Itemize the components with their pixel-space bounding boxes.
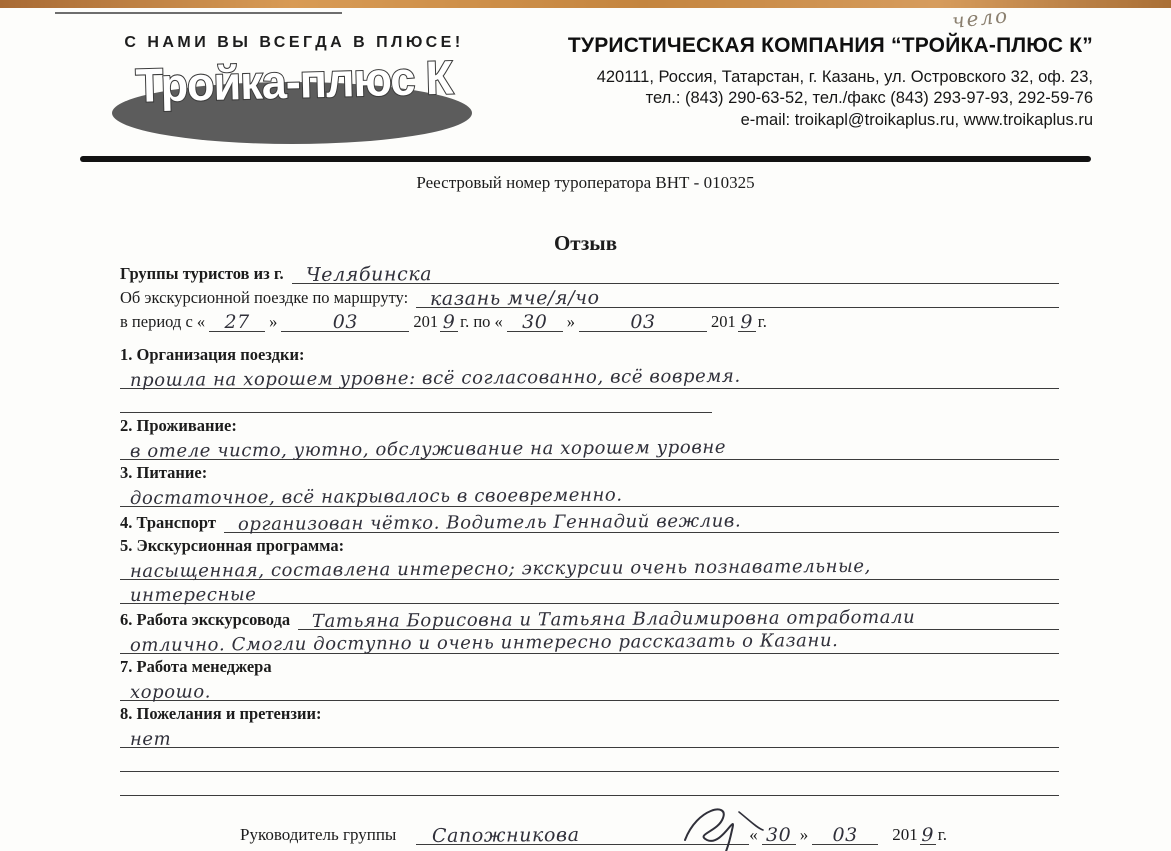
date-day-value: 30 xyxy=(765,824,792,846)
period-month1-slot xyxy=(281,309,409,332)
form-section xyxy=(120,703,1059,796)
signature-date xyxy=(749,822,947,845)
ruled-line xyxy=(120,436,1059,460)
period-mid-label: г. по « xyxy=(460,312,503,331)
section-label: 8. Пожелания и претензии: xyxy=(120,704,322,723)
signature-flourish xyxy=(677,800,767,851)
period-day2-value: 30 xyxy=(522,311,548,333)
period-row xyxy=(120,308,1059,332)
section-label: 7. Работа менеджера xyxy=(120,657,272,676)
form-section xyxy=(120,509,1059,533)
period-month2-slot xyxy=(579,309,707,332)
header-divider-bar xyxy=(80,156,1091,162)
period-year2-slot xyxy=(738,309,756,332)
ruled-line xyxy=(120,772,1059,796)
handwritten-answer: в отеле чисто, уютно, обслуживание на хорошем уровне xyxy=(129,436,727,462)
email-line: e-mail: troikapl@troikaplus.ru, www.troikaplus.ru xyxy=(740,110,1093,129)
ruled-line xyxy=(120,556,1059,580)
form-section xyxy=(120,535,1059,604)
pencil-annotation: чело xyxy=(950,3,1011,33)
signature-row xyxy=(240,816,947,845)
ruled-line xyxy=(120,365,1059,389)
form-section xyxy=(120,606,1059,654)
route-line xyxy=(416,285,1059,308)
period-day1-slot xyxy=(209,309,265,332)
date-year-slot xyxy=(920,822,936,845)
company-address xyxy=(490,67,1093,131)
feedback-form xyxy=(120,260,1059,845)
ruled-line xyxy=(120,748,1059,772)
ruled-line xyxy=(120,677,1059,701)
date-year-printed: 201 xyxy=(892,825,918,844)
section-label: 6. Работа экскурсовода xyxy=(120,610,291,629)
ruled-line xyxy=(120,483,1059,507)
handwritten-answer: нет xyxy=(129,728,172,750)
signature-line xyxy=(416,816,749,845)
date-suffix: г. xyxy=(937,825,947,844)
form-section xyxy=(120,344,1059,413)
phone-line: тел.: (843) 290-63-52, тел./факс (843) 293-97-93, 292-59-76 xyxy=(645,89,1093,108)
section-label: 3. Питание: xyxy=(120,463,208,482)
date-quote-open: « xyxy=(749,825,758,844)
handwritten-answer: насыщенная, составлена интересно; экскурсии очень познавательные, xyxy=(129,555,871,582)
scan-artifact-line xyxy=(55,12,342,14)
city-label: Группы туристов из г. xyxy=(120,264,284,283)
section-label: 1. Организация поездки: xyxy=(120,345,305,364)
ruled-line xyxy=(120,724,1059,748)
company-info xyxy=(490,34,1093,131)
period-year1-value: 9 xyxy=(442,311,456,333)
period-suffix: г. xyxy=(757,312,767,331)
city-line xyxy=(292,261,1059,284)
period-label: в период с « xyxy=(120,312,206,331)
period-year1-printed: 201 xyxy=(413,312,439,331)
date-month-slot xyxy=(812,822,878,845)
route-row xyxy=(120,284,1059,308)
registry-number-line: Реестровый номер туроператора ВНТ - 010325 xyxy=(416,173,755,192)
handwritten-answer: прошла на хорошем уровне: всё согласованно, всё вовремя. xyxy=(129,365,741,391)
period-month1-value: 03 xyxy=(332,311,359,333)
signature-handwritten-name: Сапожникова xyxy=(432,823,581,847)
form-title: Отзыв xyxy=(553,231,618,255)
route-label: Об экскурсионной поездке по маршруту: xyxy=(120,288,409,307)
handwritten-answer: интересные xyxy=(129,584,257,606)
period-day2-slot xyxy=(507,309,563,332)
period-month2-value: 03 xyxy=(630,311,656,333)
ruled-line xyxy=(120,580,1059,604)
section-label: 2. Проживание: xyxy=(120,416,237,435)
period-year2-value: 9 xyxy=(740,311,754,333)
section-label: 5. Экскурсионная программа: xyxy=(120,536,345,555)
city-handwritten-value: Челябинска xyxy=(305,263,432,286)
ruled-line xyxy=(120,630,1059,654)
address-line: 420111, Россия, Татарстан, г. Казань, ул. Островского 32, оф. 23, xyxy=(596,68,1093,86)
ruled-line xyxy=(224,509,1059,533)
brand-slogan: С НАМИ ВЫ ВСЕГДА В ПЛЮСЕ! xyxy=(124,34,464,51)
section-inline-row xyxy=(120,606,1059,630)
date-month-value: 03 xyxy=(832,824,858,846)
form-section xyxy=(120,415,1059,460)
handwritten-answer: достаточное, всё накрывалось в своевременно. xyxy=(129,484,623,509)
date-year-value: 9 xyxy=(921,824,935,846)
period-quote1: » xyxy=(269,312,278,331)
form-section xyxy=(120,656,1059,701)
date-quote-close: » xyxy=(799,825,809,844)
brand-block xyxy=(112,34,476,146)
route-handwritten-value: казань мче/я/чо xyxy=(430,286,600,310)
period-day1-value: 27 xyxy=(224,311,250,333)
company-logo xyxy=(112,50,476,146)
handwritten-answer: Татьяна Борисовна и Татьяна Владимировна отработали xyxy=(312,606,916,632)
signature-label: Руководитель группы xyxy=(240,825,397,844)
date-day-slot xyxy=(762,822,796,845)
handwritten-answer: отлично. Смогли доступно и очень интересно рассказать о Казани. xyxy=(129,630,839,656)
section-inline-row xyxy=(120,509,1059,533)
period-year1-slot xyxy=(440,309,458,332)
form-section xyxy=(120,462,1059,507)
ruled-line xyxy=(120,389,712,413)
company-name: ТУРИСТИЧЕСКАЯ КОМПАНИЯ “ТРОЙКА-ПЛЮС К” xyxy=(567,34,1093,57)
city-row xyxy=(120,260,1059,284)
period-quote2: » xyxy=(566,312,576,331)
period-year2-printed: 201 xyxy=(711,312,736,331)
form-sections xyxy=(120,344,1059,796)
logo-text: Тройка-плюс К xyxy=(135,50,453,113)
handwritten-answer: организован чётко. Водитель Геннадий вежлив. xyxy=(237,510,742,535)
section-label: 4. Транспорт xyxy=(120,513,216,532)
handwritten-answer: хорошо. xyxy=(129,681,212,703)
ruled-line xyxy=(298,606,1059,630)
